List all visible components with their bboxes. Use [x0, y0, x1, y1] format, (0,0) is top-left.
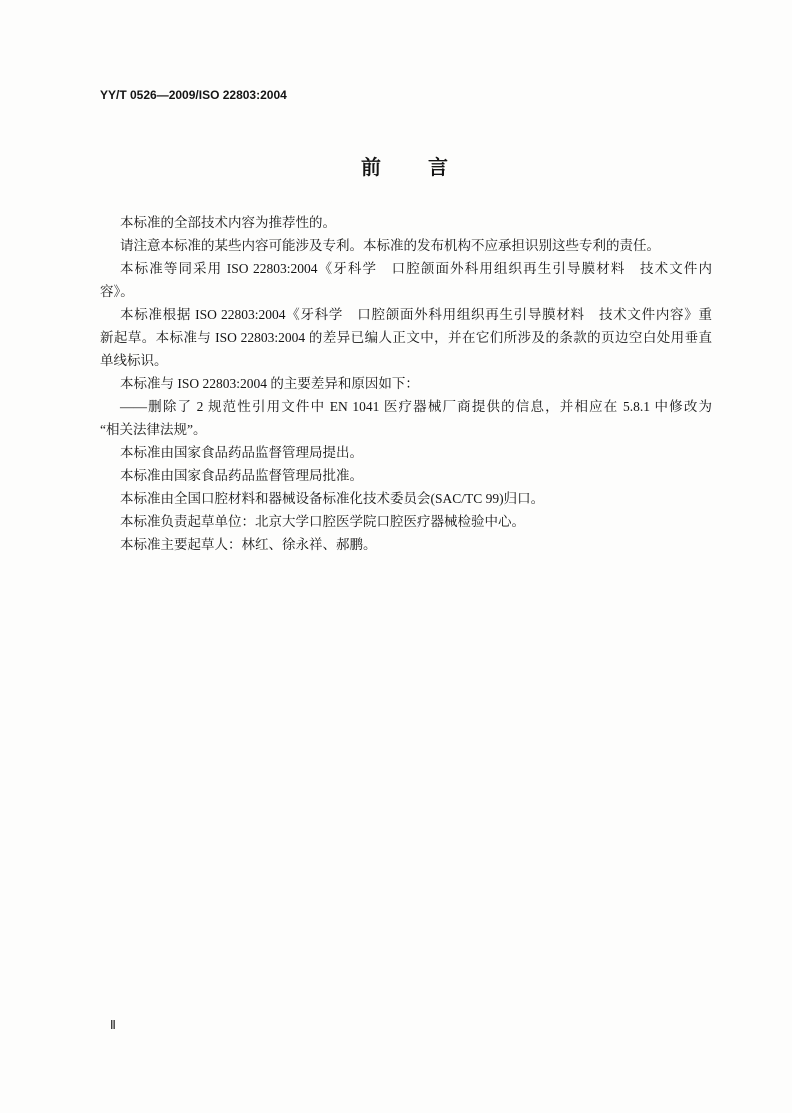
paragraph-3: [100, 257, 712, 303]
standard-code-header: YY/T 0526—2009/ISO 22803:2004: [100, 88, 287, 102]
paragraph-line: 请注意本标准的某些内容可能涉及专利。本标准的发布机构不应承担识别这些专利的责任。: [120, 238, 660, 253]
paragraph-line: 新起草。本标准与 ISO 22803:2004 的差异已编人正文中，并在它们所涉及的条款的页边空白处用垂直: [100, 330, 712, 345]
paragraph-1: [100, 211, 712, 234]
paragraph-7: [100, 441, 712, 464]
paragraph-line: 单线标识。: [100, 353, 168, 368]
paragraph-line: “相关法律法规”。: [100, 422, 207, 437]
paragraph-line: 本标准根据 ISO 22803:2004《牙科学 口腔颌面外科用组织再生引导膜材料 技术文件内容》重: [120, 307, 712, 322]
paragraph-line: 本标准由国家食品药品监督管理局提出。: [120, 445, 363, 460]
paragraph-9: [100, 487, 712, 510]
paragraph-line: 容》。: [100, 284, 134, 299]
paragraph-5: [100, 372, 712, 395]
paragraph-line: 本标准负责起草单位：北京大学口腔医学院口腔医疗器械检验中心。: [120, 514, 525, 529]
paragraph-line: ——删除了 2 规范性引用文件中 EN 1041 医疗器械厂商提供的信息，并相应在 5.8.1 中修改为: [120, 399, 712, 414]
paragraph-line: 本标准等同采用 ISO 22803:2004《牙科学 口腔颌面外科用组织再生引导膜材料 技术文件内: [120, 261, 712, 276]
paragraph-10: [100, 510, 712, 533]
paragraph-line: 本标准由国家食品药品监督管理局批准。: [120, 468, 363, 483]
paragraph-6: [100, 395, 712, 441]
page-number: Ⅱ: [110, 1018, 116, 1032]
foreword-body: [100, 211, 712, 556]
paragraph-line: 本标准由全国口腔材料和器械设备标准化技术委员会(SAC/TC 99)归口。: [120, 491, 545, 506]
paragraph-line: 本标准与 ISO 22803:2004 的主要差异和原因如下：: [120, 376, 419, 391]
paragraph-4: [100, 303, 712, 372]
paragraph-line: 本标准的全部技术内容为推荐性的。: [120, 215, 336, 230]
paragraph-8: [100, 464, 712, 487]
paragraph-11: [100, 533, 712, 556]
paragraph-line: 本标准主要起草人：林红、徐永祥、郝鹏。: [120, 537, 377, 552]
paragraph-2: [100, 234, 712, 257]
page-title: 前 言: [361, 155, 462, 179]
